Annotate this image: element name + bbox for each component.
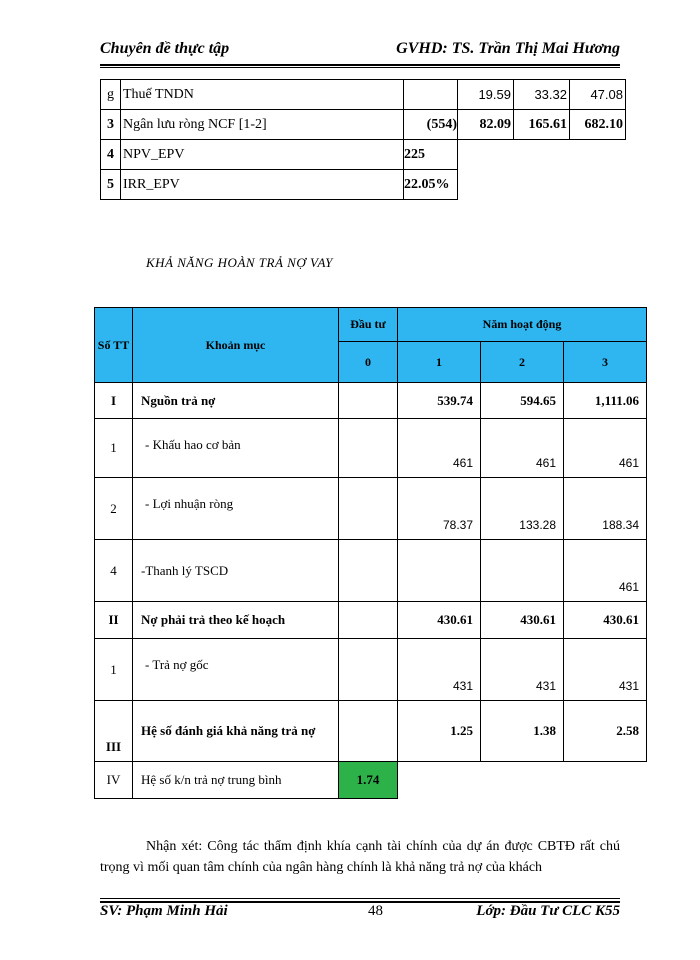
npv-table <box>100 79 626 200</box>
cell-value: (554) <box>404 110 458 140</box>
col-header-year-2: 2 <box>481 342 564 383</box>
row-index: 1 <box>95 419 133 478</box>
cell-value: 461 <box>481 419 564 478</box>
row-label: NPV_EPV <box>121 140 404 170</box>
cell-value <box>481 540 564 602</box>
page-footer <box>100 903 620 925</box>
cell-value: 33.32 <box>514 80 570 110</box>
col-header-years: Năm hoạt động <box>398 308 647 342</box>
average-coefficient-cell: 1.74 <box>339 762 398 799</box>
row-label: Hệ số k/n trả nợ trung bình <box>133 762 339 799</box>
row-index: I <box>95 383 133 419</box>
footer-student: SV: Phạm Minh Hải <box>100 903 228 919</box>
remark-paragraph: Nhận xét: Công tác thẩm định khía cạnh tài chính của dự án được CBTĐ rất chú trọng vì mối quan tâm chính của ngân hàng chính là khả năng trả nợ của khách <box>100 839 620 875</box>
row-label: Ngân lưu ròng NCF [1-2] <box>121 110 404 140</box>
header-left-text: Chuyên đề thực tập <box>100 40 230 57</box>
table-row <box>95 419 647 478</box>
row-label: Hệ số đánh giá khả năng trả nợ <box>133 701 339 762</box>
cell-value <box>339 383 398 419</box>
cell-value: 461 <box>398 419 481 478</box>
cell-value: 2.58 <box>564 701 647 762</box>
debt-repayment-table <box>94 307 647 799</box>
cell-value: 682.10 <box>570 110 626 140</box>
table-row <box>95 762 647 799</box>
cell-value: 461 <box>564 540 647 602</box>
row-label: -Thanh lý TSCD <box>133 540 339 602</box>
cell-value: 594.65 <box>481 383 564 419</box>
col-header-invest: Đầu tư <box>339 308 398 342</box>
cell-value <box>398 540 481 602</box>
table-row <box>95 540 647 602</box>
cell-value: 431 <box>481 639 564 701</box>
row-label: Nợ phải trả theo kế hoạch <box>133 602 339 639</box>
table-row <box>101 80 626 110</box>
row-index: 4 <box>95 540 133 602</box>
table-row <box>95 383 647 419</box>
cell-value: 431 <box>564 639 647 701</box>
col-header-year-3: 3 <box>564 342 647 383</box>
cell-value <box>339 701 398 762</box>
header-right-text: GVHD: TS. Trần Thị Mai Hương <box>396 40 620 57</box>
table-row <box>101 110 626 140</box>
cell-value: 1.25 <box>398 701 481 762</box>
table-row <box>95 639 647 701</box>
cell-value: 430.61 <box>564 602 647 639</box>
row-label: - Trả nợ gốc <box>133 639 339 701</box>
cell-value: 22.05% <box>404 170 458 200</box>
cell-value: 78.37 <box>398 478 481 540</box>
col-header-stt: Số TT <box>95 308 133 383</box>
cell-value: 165.61 <box>514 110 570 140</box>
row-index: 3 <box>101 110 121 140</box>
cell-value <box>404 80 458 110</box>
row-index: 1 <box>95 639 133 701</box>
cell-value: 461 <box>564 419 647 478</box>
cell-value: 1.38 <box>481 701 564 762</box>
cell-value <box>339 602 398 639</box>
row-index: 4 <box>101 140 121 170</box>
cell-value: 188.34 <box>564 478 647 540</box>
row-index: g <box>101 80 121 110</box>
cell-value: 47.08 <box>570 80 626 110</box>
cell-value: 431 <box>398 639 481 701</box>
header-divider <box>100 64 620 66</box>
header-divider-thin <box>100 67 620 68</box>
col-header-year-0: 0 <box>339 342 398 383</box>
cell-value <box>339 419 398 478</box>
row-label: Nguồn trả nợ <box>133 383 339 419</box>
table-row <box>95 701 647 762</box>
table-row <box>95 602 647 639</box>
section-title: KHẢ NĂNG HOÀN TRẢ NỢ VAY <box>146 255 333 270</box>
page-number: 48 <box>368 903 383 919</box>
row-label: Thuế TNDN <box>121 80 404 110</box>
cell-value: 539.74 <box>398 383 481 419</box>
footer-divider-thin <box>100 898 620 899</box>
row-label: - Khấu hao cơ bản <box>133 419 339 478</box>
row-label: - Lợi nhuận ròng <box>133 478 339 540</box>
row-index: IV <box>95 762 133 799</box>
cell-value: 430.61 <box>398 602 481 639</box>
row-index: II <box>95 602 133 639</box>
cell-value <box>339 639 398 701</box>
col-header-item: Khoản mục <box>133 308 339 383</box>
table-row <box>101 170 626 200</box>
footer-class: Lớp: Đầu Tư CLC K55 <box>476 903 620 919</box>
row-label: IRR_EPV <box>121 170 404 200</box>
page-header <box>100 40 620 62</box>
cell-value: 133.28 <box>481 478 564 540</box>
row-index: III <box>95 701 133 762</box>
col-header-year-1: 1 <box>398 342 481 383</box>
cell-value: 430.61 <box>481 602 564 639</box>
cell-value: 82.09 <box>458 110 514 140</box>
table-row <box>95 478 647 540</box>
table-row <box>101 140 626 170</box>
cell-value <box>339 540 398 602</box>
row-index: 2 <box>95 478 133 540</box>
cell-value: 225 <box>404 140 458 170</box>
cell-value <box>339 478 398 540</box>
cell-value: 1,111.06 <box>564 383 647 419</box>
cell-value: 19.59 <box>458 80 514 110</box>
table-header-row <box>95 308 647 342</box>
row-index: 5 <box>101 170 121 200</box>
